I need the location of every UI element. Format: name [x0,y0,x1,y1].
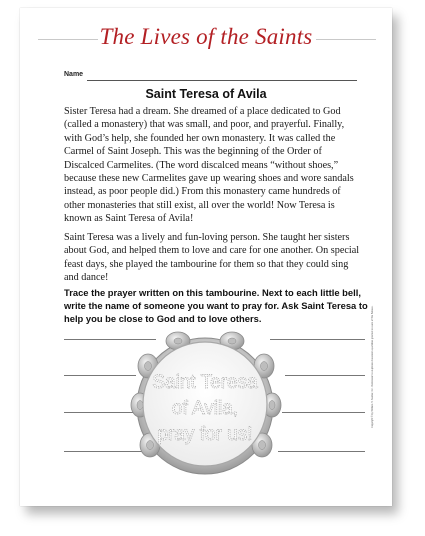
name-label: Name [64,71,84,78]
worksheet-title: Saint Teresa of Avila [145,87,267,101]
worksheet-page [20,8,392,506]
trace-text-line-2: of Avila, [171,398,239,419]
activity-instructions: Trace the prayer written on this tambourine. Next to each little bell, write the name of someone you want to pray for. Ask Saint Teresa to help you be close to God and to love others. [64,287,368,324]
trace-text-line-1: Saint Teresa [152,372,258,393]
tambourine-illustration [20,8,392,506]
trace-text-line-3: pray for us! [157,424,253,445]
copyright-notice: Copyright © by William H. Sadlier, Inc. Permission to duplicate classroom quantities granted to users of We Believe. [371,305,374,428]
story-paragraph-1: Sister Teresa had a dream. She dreamed of a place dedicated to God (called a monastery) that was small, and poor, and prayerful. Finally, with God’s help, she founded her own monastery. It was called the Carmel of Saint Joseph. This was the beginning of the Order of Discalced Carmelites. (The word discalced means “without shoes,” because these new Carmelites gave up wearing shoes and wore sandals instead, as poor people did.) From this monastery came hundreds of other monasteries that still exist, all over the world! Now Teresa is known as Saint Teresa of Avila! [64,106,354,225]
series-title: The Lives of the Saints [99,24,313,49]
story-paragraph-2: Saint Teresa was a lively and fun-loving person. She taught her sisters about God, and helped them to love and care for one another. On special feast days, she played the tambourine for them so that they could sing and dance! [64,232,360,284]
